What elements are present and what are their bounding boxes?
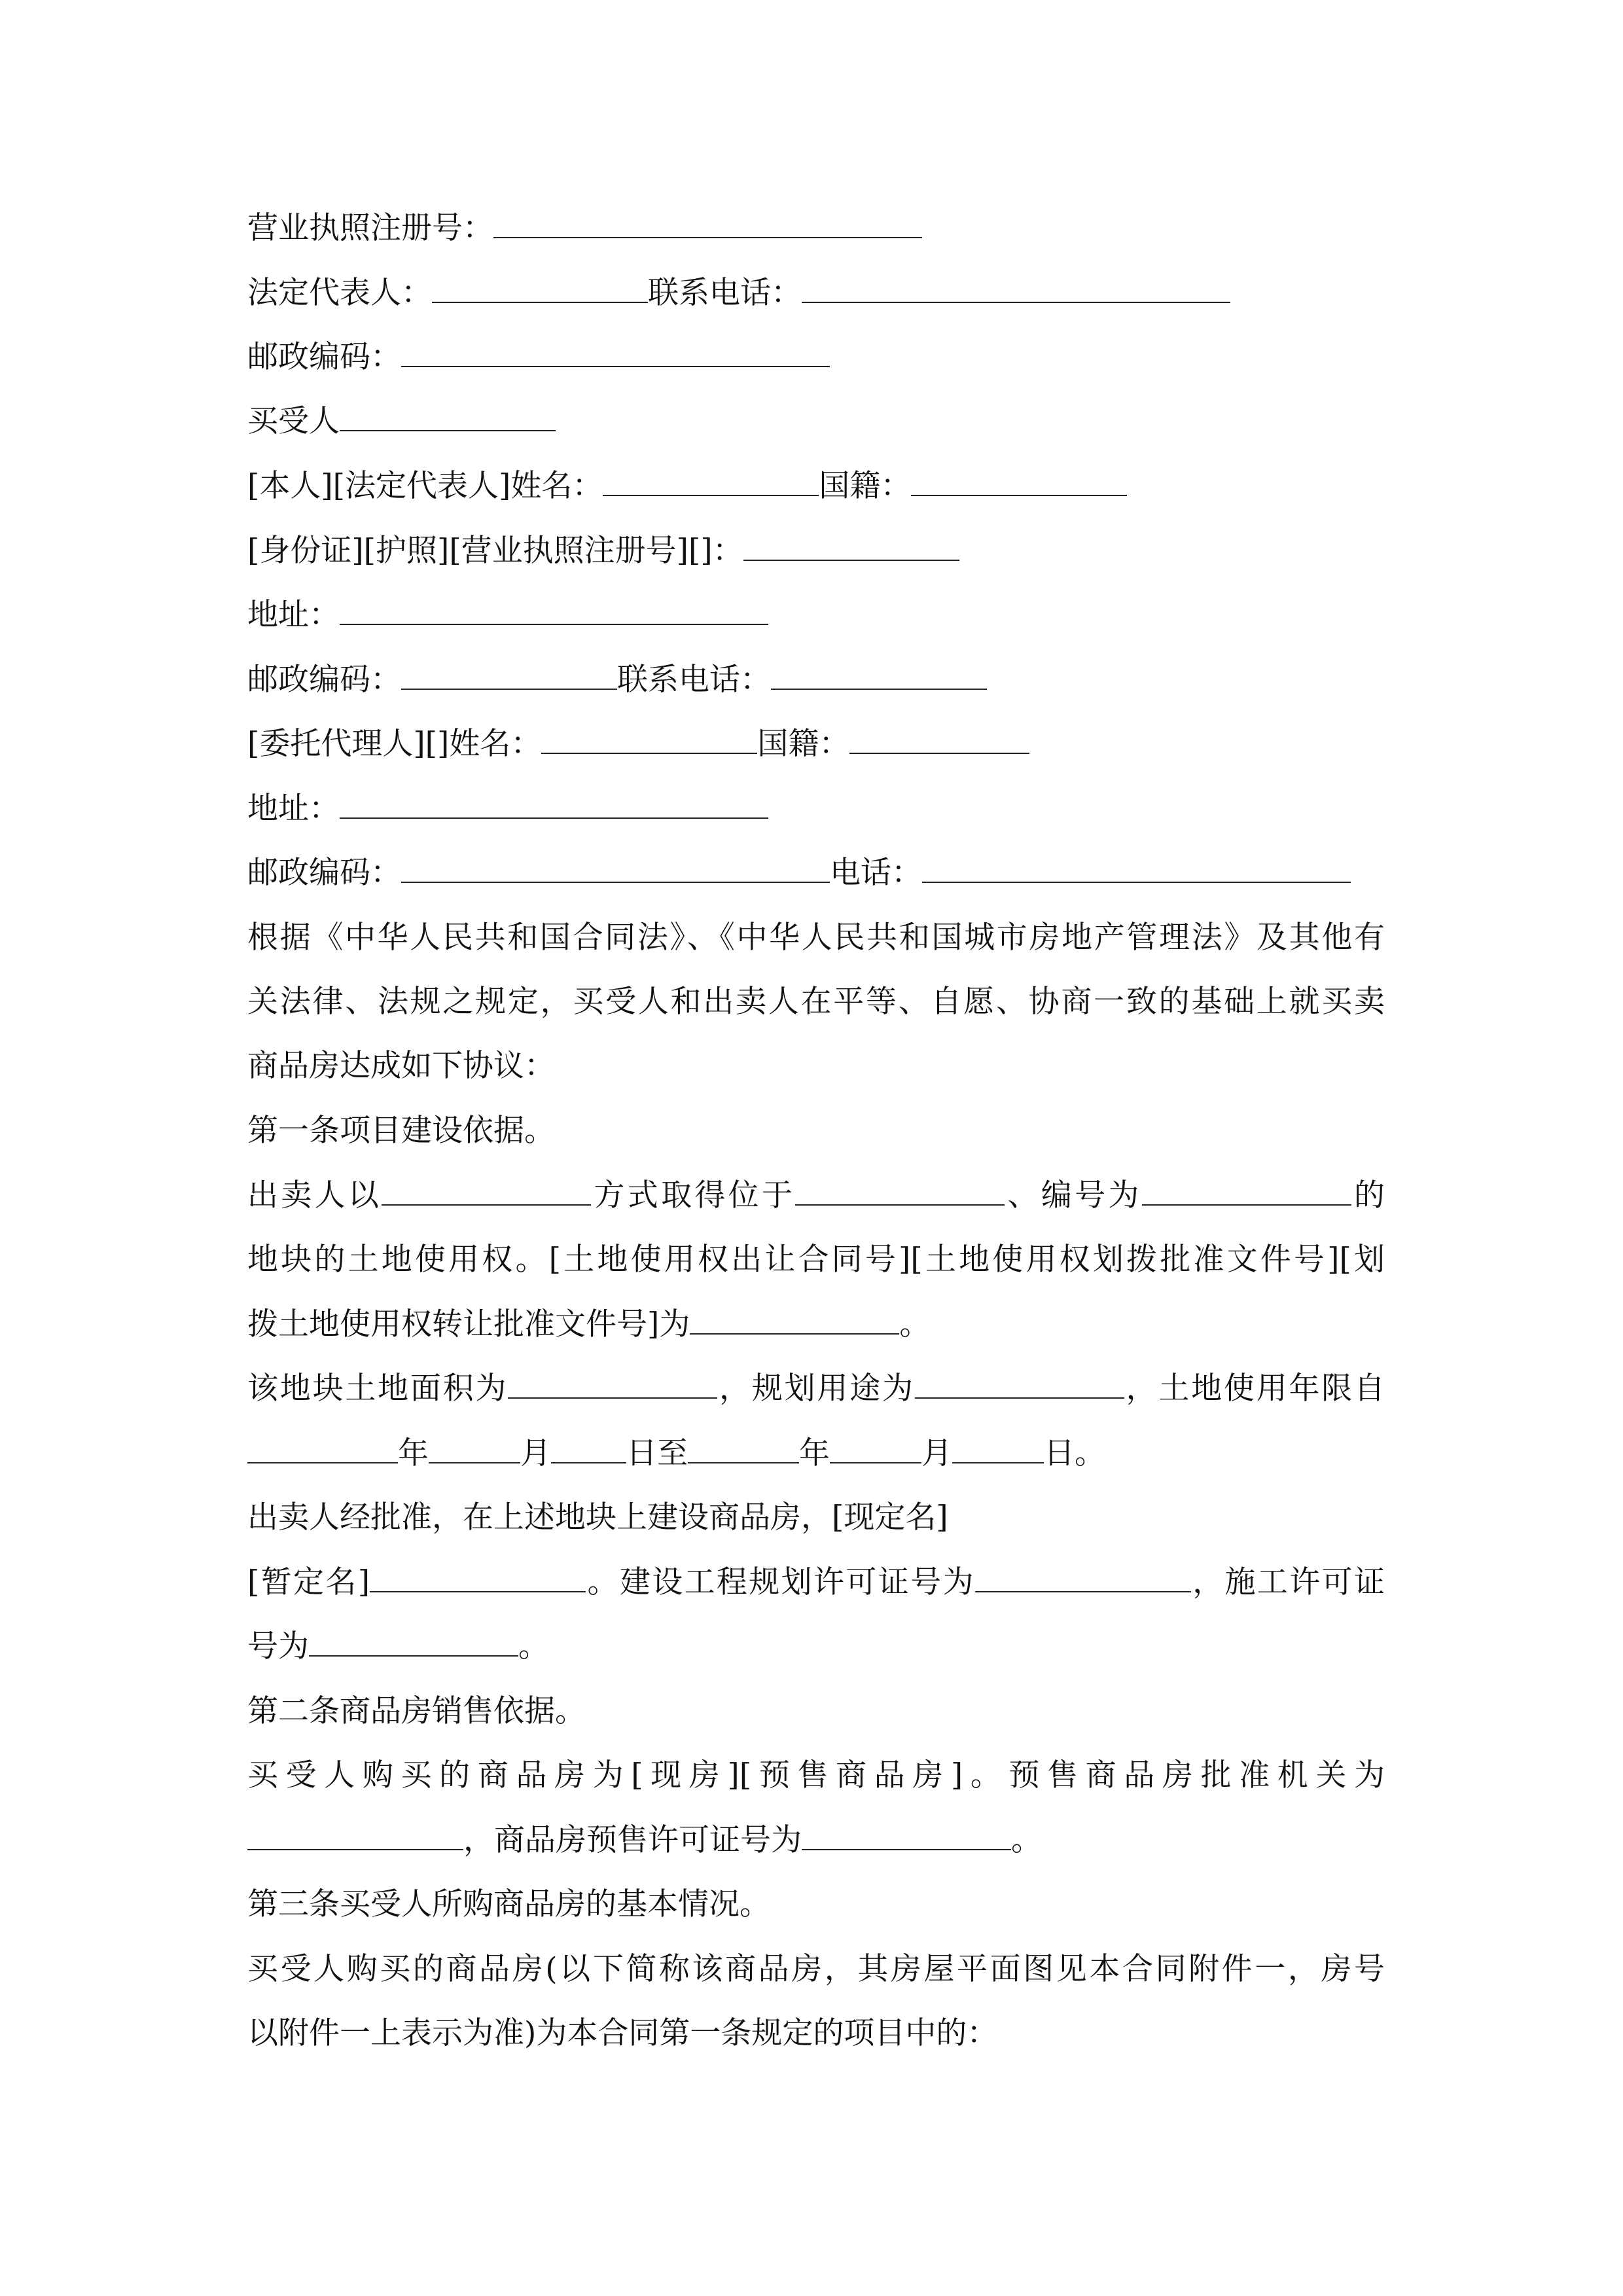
phone-blank[interactable] xyxy=(771,662,987,690)
agent-address-line xyxy=(247,783,768,835)
land-location-blank[interactable] xyxy=(795,1178,1005,1206)
nationality-blank[interactable] xyxy=(911,469,1127,496)
legal-representative-line xyxy=(247,267,1230,319)
address-label: 地址： xyxy=(247,791,340,827)
id-document-line xyxy=(247,525,959,577)
phone-label: 联系电话： xyxy=(617,662,771,698)
legal-representative-blank[interactable] xyxy=(432,276,648,303)
tentative-name-label: [暂定名] xyxy=(247,1564,370,1600)
construction-permit-blank[interactable] xyxy=(309,1629,518,1657)
postcode-label: 邮政编码： xyxy=(247,855,401,891)
approval-authority-blank[interactable] xyxy=(247,1823,463,1850)
article-3-heading: 第三条买受人所购商品房的基本情况。 xyxy=(247,1886,770,1922)
buyer-line xyxy=(247,395,556,448)
legal-representative-label: 法定代表人： xyxy=(247,275,432,311)
address-label: 地址： xyxy=(247,597,340,633)
land-area-line xyxy=(247,1363,1385,1415)
agent-postcode-line xyxy=(247,847,1351,899)
year-label: 年 xyxy=(398,1435,429,1471)
located-at-label: 方式取得位于 xyxy=(591,1177,796,1213)
end-month-blank[interactable] xyxy=(830,1436,921,1463)
preamble-line-2: 关法律、法规之规定，买受人和出卖人在平等、自愿、协商一致的基础上就买卖 xyxy=(247,984,1385,1020)
presale-permit-label: ，商品房预售许可证号为 xyxy=(463,1822,802,1858)
phone-blank[interactable] xyxy=(802,276,1230,303)
nationality-label: 国籍： xyxy=(819,468,912,504)
period-label: 。 xyxy=(899,1306,931,1342)
phone-label: 电话： xyxy=(830,855,922,891)
buyer-name-blank[interactable] xyxy=(603,469,819,496)
period-label: 。 xyxy=(518,1628,549,1664)
start-day-blank[interactable] xyxy=(551,1436,626,1463)
start-year-blank[interactable] xyxy=(247,1436,398,1463)
land-area-blank[interactable] xyxy=(508,1371,717,1399)
business-license-line xyxy=(247,202,922,255)
approval-document-label: 拨土地使用权转让批准文件号]为 xyxy=(247,1306,690,1342)
agent-name-blank[interactable] xyxy=(541,726,757,754)
buyer-name-label: [本人][法定代表人]姓名： xyxy=(247,468,603,504)
land-acquisition-line xyxy=(247,1170,1385,1222)
project-name-blank[interactable] xyxy=(370,1565,586,1592)
of-label: 的 xyxy=(1351,1177,1385,1213)
construction-permit-line xyxy=(247,1621,549,1673)
year-label: 年 xyxy=(799,1435,830,1471)
end-day-blank[interactable] xyxy=(952,1436,1044,1463)
address-blank[interactable] xyxy=(340,791,768,819)
acquisition-method-blank[interactable] xyxy=(382,1178,591,1206)
article-2-heading: 第二条商品房销售依据。 xyxy=(247,1693,586,1729)
construction-permit-label: ，施工许可证 xyxy=(1190,1564,1385,1600)
approval-document-line xyxy=(247,1299,930,1351)
end-year-blank[interactable] xyxy=(688,1436,799,1463)
postcode-label: 邮政编码： xyxy=(247,339,401,375)
property-description-line-1: 买受人购买的商品房(以下简称该商品房，其房屋平面图见本合同附件一，房号 xyxy=(247,1951,1385,1987)
presale-permit-line xyxy=(247,1814,1042,1867)
buyer-label: 买受人 xyxy=(247,403,340,439)
seller-postcode-line xyxy=(247,331,830,384)
land-use-right-line: 地块的土地使用权。[土地使用权出让合同号][土地使用权划拨批准文件号][划 xyxy=(247,1242,1385,1278)
buyer-blank[interactable] xyxy=(340,404,556,431)
id-document-label: [身份证][护照][营业执照注册号][]： xyxy=(247,533,743,569)
nationality-blank[interactable] xyxy=(849,726,1029,754)
tentative-name-line xyxy=(247,1556,1385,1609)
approval-document-blank[interactable] xyxy=(690,1307,899,1335)
construction-approval-line: 出卖人经批准，在上述地块上建设商品房，[现定名] xyxy=(247,1499,948,1535)
month-label: 月 xyxy=(921,1435,952,1471)
land-number-blank[interactable] xyxy=(1142,1178,1351,1206)
start-month-blank[interactable] xyxy=(429,1436,520,1463)
planning-permit-label: 。建设工程规划许可证号为 xyxy=(586,1564,975,1600)
number-is-label: 号为 xyxy=(247,1628,309,1664)
land-term-label: ，土地使用年限自 xyxy=(1124,1371,1385,1407)
land-area-label: 该地块土地面积为 xyxy=(247,1371,508,1407)
agent-label: [委托代理人][]姓名： xyxy=(247,726,542,762)
id-document-blank[interactable] xyxy=(743,533,959,561)
agent-line xyxy=(247,718,1029,770)
planned-use-blank[interactable] xyxy=(915,1371,1124,1399)
business-license-blank[interactable] xyxy=(493,211,922,238)
number-label: 、编号为 xyxy=(1005,1177,1142,1213)
day-to-label: 日至 xyxy=(626,1435,688,1471)
day-end-label: 日。 xyxy=(1044,1435,1105,1471)
postcode-label: 邮政编码： xyxy=(247,662,401,698)
business-license-label: 营业执照注册号： xyxy=(247,210,493,246)
phone-label: 联系电话： xyxy=(648,275,802,311)
preamble-line-3: 商品房达成如下协议： xyxy=(247,1048,555,1084)
buyer-name-line xyxy=(247,460,1127,512)
nationality-label: 国籍： xyxy=(757,726,850,762)
postcode-blank[interactable] xyxy=(401,340,830,367)
presale-line: 买受人购买的商品房为[现房][预售商品房]。预售商品房批准机关为 xyxy=(247,1757,1385,1793)
postcode-blank[interactable] xyxy=(401,662,617,690)
land-term-dates-line xyxy=(247,1427,1105,1480)
month-label: 月 xyxy=(520,1435,551,1471)
preamble-line-1: 根据《中华人民共和国合同法》、《中华人民共和国城市房地产管理法》及其他有 xyxy=(247,920,1385,956)
buyer-address-line xyxy=(247,589,768,641)
phone-blank[interactable] xyxy=(922,855,1351,883)
seller-by-label: 出卖人以 xyxy=(247,1177,382,1213)
postcode-blank[interactable] xyxy=(401,855,830,883)
planned-use-label: ，规划用途为 xyxy=(717,1371,915,1407)
buyer-postcode-line xyxy=(247,654,987,706)
article-1-heading: 第一条项目建设依据。 xyxy=(247,1113,555,1149)
planning-permit-blank[interactable] xyxy=(975,1565,1191,1592)
address-blank[interactable] xyxy=(340,598,768,625)
presale-permit-blank[interactable] xyxy=(802,1823,1011,1850)
period-label: 。 xyxy=(1011,1822,1042,1858)
property-description-line-2: 以附件一上表示为准)为本合同第一条规定的项目中的： xyxy=(247,2015,998,2051)
